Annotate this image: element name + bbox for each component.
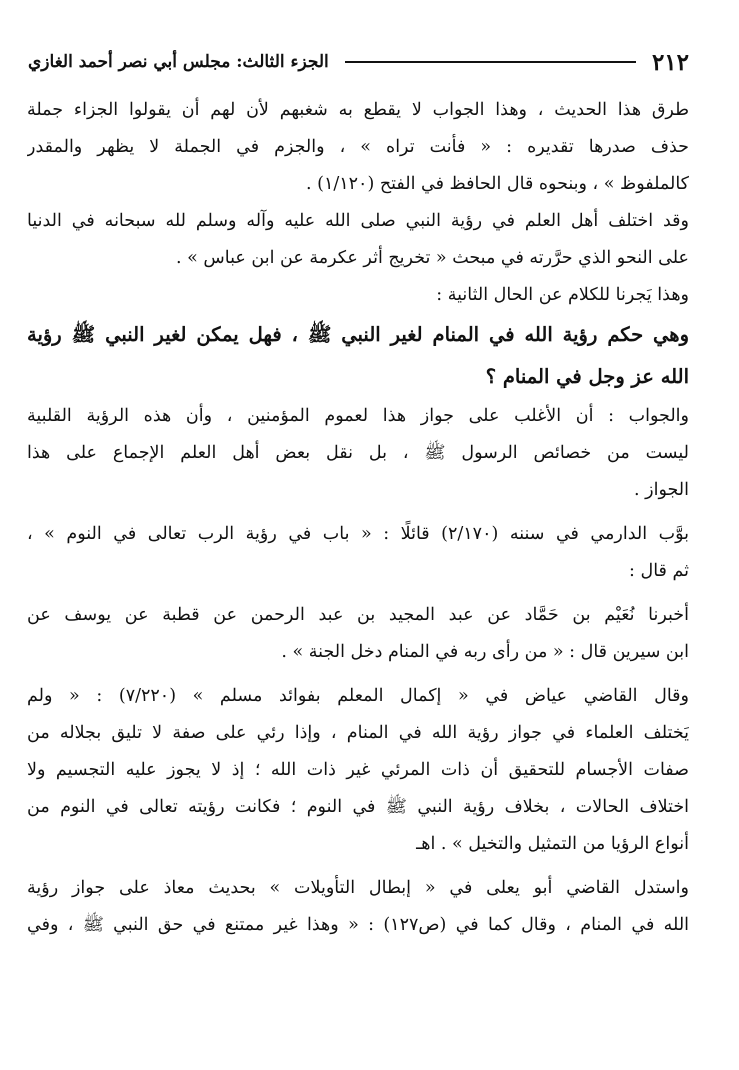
paragraph: [27, 516, 689, 590]
text-line: كالملفوظ » ، وبنحوه قال الحافظ في الفتح (١/١٢٠) .: [305, 174, 689, 194]
running-title: الجزء الثالث: مجلس أبي نصر أحمد الغازي: [28, 52, 329, 72]
text-line: يَختلف العلماء في جواز رؤية الله في المنام ، وإذا رئي على صفة لا تليق بجلاله من: [27, 723, 689, 743]
text-line: الله في المنام ، وقال كما في (ص١٢٧) : « وهذا غير ممتنع في حق النبي ﷺ ، وفي: [27, 915, 689, 935]
text-line: طرق هذا الحديث ، وهذا الجواب لا يقطع به شغبهم لأن لهم أن يقولوا الجزاء جملة: [27, 100, 689, 120]
text-line: والجواب : أن الأغلب على جواز هذا لعموم المؤمنين ، وأن هذه الرؤية القلبية: [27, 406, 689, 426]
text-line: ثم قال :: [629, 561, 689, 581]
heading-line: الله عز وجل في المنام ؟: [485, 365, 689, 388]
text-line: وقال القاضي عياض في « إكمال المعلم بفوائد مسلم » (٧/٢٢٠) : « ولم: [27, 686, 689, 706]
paragraph: [27, 92, 689, 203]
paragraph: [27, 678, 689, 863]
paragraph: [27, 277, 689, 314]
paragraph: [27, 597, 689, 671]
paragraph: [27, 398, 689, 509]
text-line: ليست من خصائص الرسول ﷺ ، بل نقل بعض أهل العلم الإجماع على هذا: [27, 443, 689, 463]
text-line: ابن سيرين قال : « من رأى ربه في المنام دخل الجنة » .: [281, 642, 689, 662]
page-body: [27, 92, 689, 944]
text-line: بوَّب الدارمي في سننه (٢/١٧٠) قائلًا : « باب في رؤية الرب تعالى في النوم » ،: [27, 524, 689, 544]
text-line: الجواز .: [634, 480, 689, 500]
heading-line: وهي حكم رؤية الله في المنام لغير النبي ﷺ ، فهل يمكن لغير النبي ﷺ رؤية: [27, 323, 689, 346]
header-rule: [345, 61, 636, 63]
text-line: أنواع الرؤيا من التمثيل والتخيل » . اهـ: [416, 834, 689, 854]
text-line: حذف صدرها تقديره : « فأنت تراه » ، والجزم في الجملة لا يظهر والمقدر: [27, 137, 689, 157]
text-line: وقد اختلف أهل العلم في رؤية النبي صلى الله عليه وآله وسلم لله سبحانه في الدنيا: [27, 211, 689, 231]
page-number: ٢١٢: [651, 48, 689, 76]
text-line: وهذا يَجرنا للكلام عن الحال الثانية :: [436, 285, 689, 305]
text-line: أخبرنا نُعَيْم بن حَمَّاد عن عبد المجيد بن عبد الرحمن عن قطبة عن يوسف عن: [27, 605, 689, 625]
text-line: واستدل القاضي أبو يعلى في « إبطال التأويلات » بحديث معاذ على جواز رؤية: [27, 878, 689, 898]
text-line: على النحو الذي حرَّرته في مبحث « تخريج أثر عكرمة عن ابن عباس » .: [176, 248, 689, 268]
text-line: صفات الأجسام للتحقيق أن ذات المرئي غير ذات الله ؛ إذ لا يجوز عليه التجسيم ولا: [27, 760, 689, 780]
section-heading: [27, 314, 689, 398]
paragraph: [27, 203, 689, 277]
page-header: [28, 44, 689, 80]
text-line: اختلاف الحالات ، بخلاف رؤية النبي ﷺ في النوم ؛ فكانت رؤيته تعالى في النوم من: [27, 797, 689, 817]
paragraph: [27, 870, 689, 944]
